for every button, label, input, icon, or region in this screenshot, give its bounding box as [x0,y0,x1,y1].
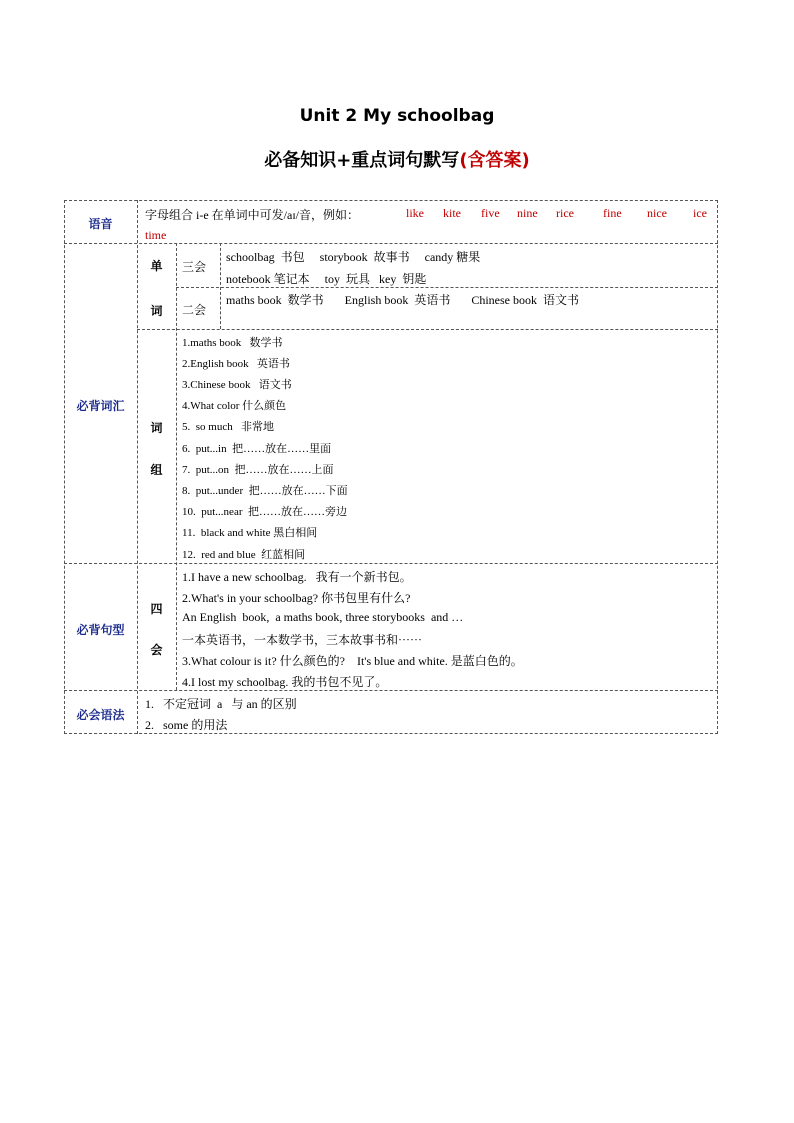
row-divider [137,329,718,330]
phrase-item: 3.Chinese book 语文书 [182,379,292,391]
phrase-item: 11. black and white 黑白相间 [182,527,318,539]
sentence-line: 1.I have a new schoolbag. 我有一个新书包。 [182,570,412,584]
phrase-item: 7. put...on 把……放在……上面 [182,464,334,476]
phrase-item: 2.English book 英语书 [182,358,290,370]
sanhui-label: 三会 [182,260,207,274]
example-word: ice [693,206,707,220]
example-word: nice [647,206,667,220]
example-word: like [406,206,424,220]
phrase-item: 1.maths book 数学书 [182,337,283,349]
example-word: rice [556,206,574,220]
page-title: Unit 2 My schoolbag [299,106,495,126]
col-divider [176,243,177,690]
four-skill-label-2: 会 [150,643,163,657]
phrase-item: 6. put...in 把……放在……里面 [182,443,332,455]
grammar-label: 必会语法 [76,708,125,722]
grammar-line: 1. 不定冠词 a 与 an 的区别 [145,697,297,711]
row-divider [64,563,718,564]
phonics-label: 语音 [88,217,113,231]
subtitle-main: 必备知识+重点词句默写 [264,150,460,171]
subtitle-answer-note: (含答案) [459,150,530,171]
phrases-label-2: 组 [150,463,163,477]
phrase-item: 8. put...under 把……放在……下面 [182,485,348,497]
words-label-2: 词 [150,304,163,318]
page-subtitle [0,146,794,172]
grammar-line: 2. some 的用法 [145,718,228,732]
row-divider [64,243,718,244]
example-word: five [481,206,500,220]
row-divider [176,287,718,288]
sentence-line: 3.What colour is it? 什么颜色的? It's blue and white. 是蓝白色的。 [182,654,523,668]
example-word: kite [443,206,461,220]
phrase-item: 4.What color 什么颜色 [182,400,287,412]
erhui-words: maths book 数学书 English book 英语书 Chinese book 语文书 [226,293,579,307]
example-word: nine [517,206,538,220]
col-divider [220,243,221,329]
example-word: fine [603,206,622,220]
sentence-line: 4.I lost my schoolbag. 我的书包不见了。 [182,675,388,689]
sentence-line: An English book, a maths book, three storybooks and … [182,610,464,624]
phrase-item: 5. so much 非常地 [182,421,274,433]
sentences-label: 必背句型 [76,623,125,637]
four-skill-label-1: 四 [150,602,163,616]
phrase-item: 10. put...near 把……放在……旁边 [182,506,347,518]
phonics-rule: 字母组合 i-e 在单词中可发/aɪ/音，例如： [145,208,359,222]
sanhui-words-line2: notebook 笔记本 toy 玩具 key 钥匙 [226,272,427,286]
sanhui-words-line1: schoolbag 书包 storybook 故事书 candy 糖果 [226,250,481,264]
example-word-time: time [145,228,167,242]
erhui-label: 二会 [182,303,207,317]
row-divider [64,690,718,691]
phrases-label-1: 词 [150,421,163,435]
sentence-line: 一本英语书，一本数学书，三本故事书和⋯⋯ [182,633,423,647]
vocab-label: 必背词汇 [76,399,125,413]
phrase-item: 12. red and blue 红蓝相间 [182,549,306,561]
sentence-line: 2.What's in your schoolbag? 你书包里有什么? [182,591,411,605]
words-label-1: 单 [150,259,163,273]
